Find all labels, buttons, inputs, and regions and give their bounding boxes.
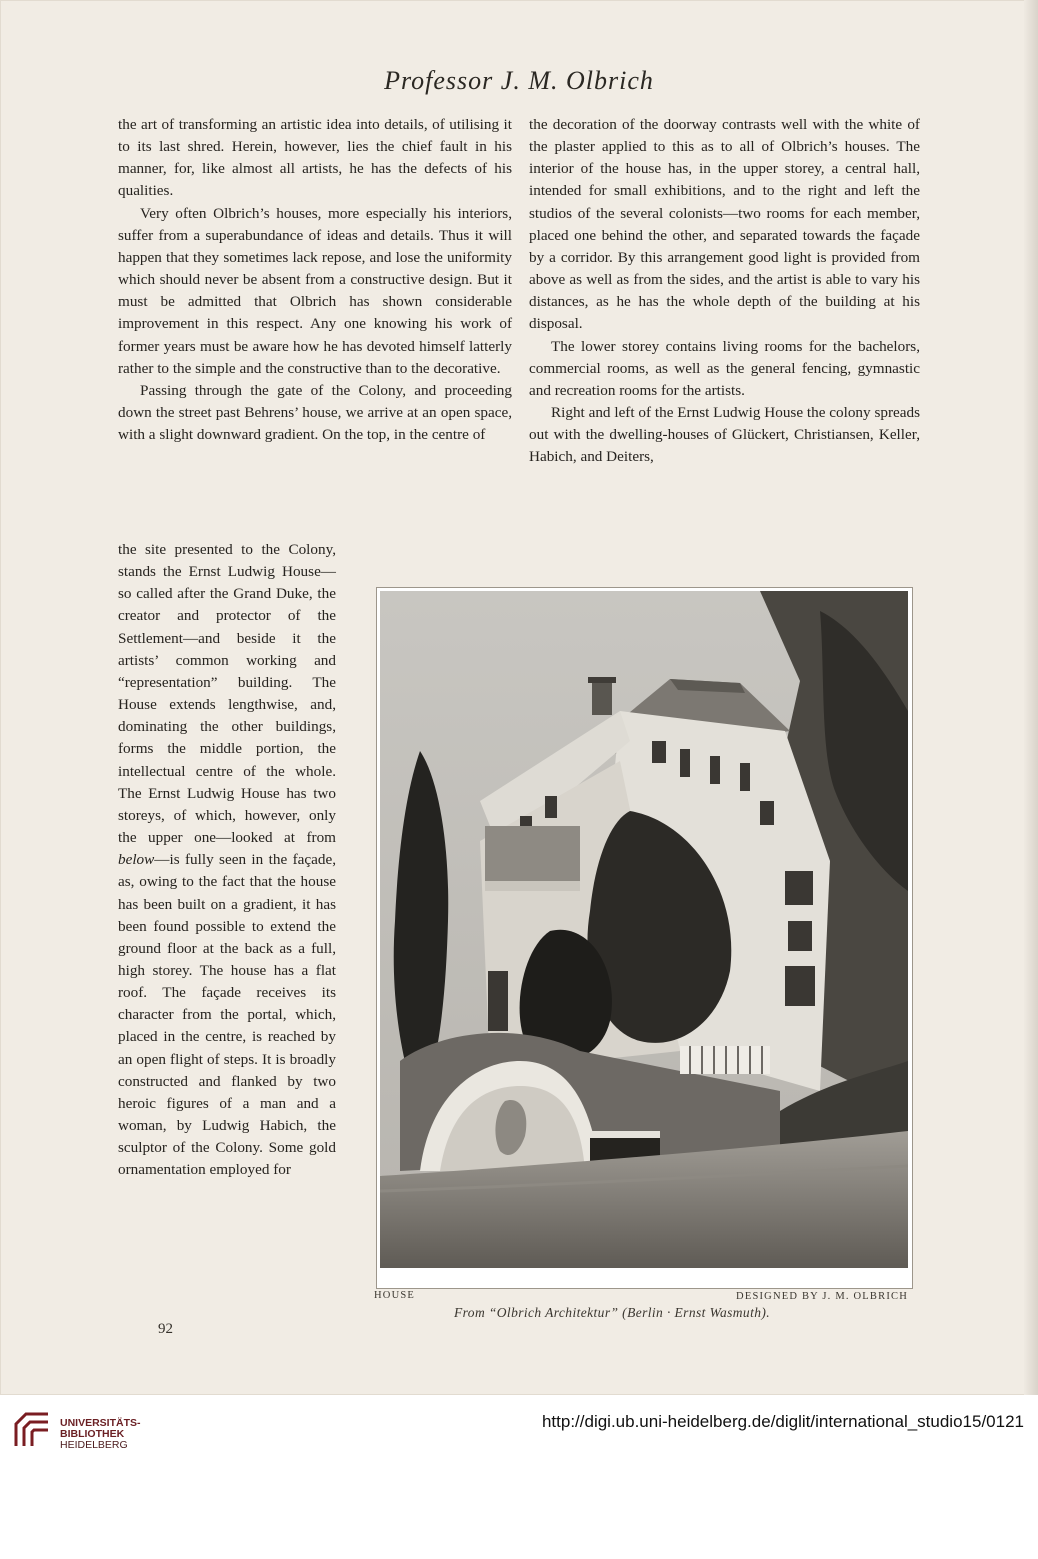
figure-caption-credit: DESIGNED BY J. M. OLBRICH	[736, 1291, 908, 1302]
figure-caption-title: HOUSE	[374, 1290, 416, 1301]
paragraph: Right and left of the Ernst Ludwig House the colony spreads out with the dwelling-houses of Glückert, Christiansen, Keller, Habich, and Deiters,	[529, 404, 920, 466]
left-text-column	[118, 114, 512, 446]
text-run: —is fully seen in the façade, as, owing to the fact that the house has been built on a gradient, it has been found possible to extend the ground floor at the back as a full, high storey. The house has a flat roof. The façade receives its character from the portal, which, placed in the centre, is reached by an open flight of steps. It is broadly constructed and flanked by two heroic figures of a man and a woman, by Ludwig Habich, the sculptor of the Colony. Some gold ornamentation employed for	[118, 851, 336, 1179]
paragraph-continued	[118, 539, 336, 1182]
library-name	[60, 1418, 141, 1451]
library-name-line: UNIVERSITÄTS-	[60, 1417, 141, 1429]
figure-caption-source: From “Olbrich Architektur” (Berlin · Ernst Wasmuth).	[454, 1305, 771, 1320]
paragraph: Very often Olbrich’s houses, more especially his interiors, suffer from a superabundance of ideas and details. Thus it will happen that they sometimes lack repose, and lose the uniformity which should never be absent from a constructive design. But it must be admitted that Olbrich has shown considerable improvement in this respect. Any one knowing his work of former years must be aware how he has devoted himself latterly rather to the simple and the constructive than to the decorative.	[118, 204, 512, 377]
library-name-line: HEIDELBERG	[60, 1439, 128, 1451]
paragraph: The lower storey contains living rooms for the bachelors, commercial rooms, as well as the general fencing, gymnastic and recreation rooms for the artists.	[529, 337, 920, 399]
page-gutter-shadow	[1024, 0, 1038, 1395]
paragraph: the art of transforming an artistic idea into details, of utilising it to its last shred. Herein, however, lies the chief fault in his manner, for, like almost all artists, he has the defects of his qualities.	[118, 116, 512, 200]
narrow-text-column	[118, 539, 336, 1182]
running-head: Professor J. M. Olbrich	[384, 66, 654, 95]
emphasis-word: below	[118, 851, 155, 869]
paragraph: Passing through the gate of the Colony, and proceeding down the street past Behrens’ house, we arrive at an open space, with a slight downward gradient. On the top, in the centre of	[118, 381, 512, 444]
source-url: http://digi.ub.uni-heidelberg.de/diglit/international_studio15/0121	[541, 1412, 1024, 1431]
house-illustration	[380, 591, 908, 1268]
paragraph: the decoration of the doorway contrasts well with the white of the plaster applied to this as to all of Olbrich’s houses. The interior of the house has, in the upper storey, a central hall, intended for small exhibitions, and to the right and left the studios of the several colonists—two rooms for each member, placed one behind the other, and separated towards the façade by a corridor. By this arrangement good light is provided from above as well as from the sides, and the artist is able to vary his distances, as he has the whole depth of the building at his disposal.	[529, 116, 920, 333]
library-name-line: BIBLIOTHEK	[60, 1428, 125, 1440]
page-number: 92	[158, 1321, 173, 1337]
library-logo-icon	[12, 1410, 52, 1450]
house-photograph	[380, 591, 908, 1268]
right-text-column	[529, 114, 920, 469]
text-run: the site presented to the Colony, stands the Ernst Ludwig House—so called after the Grand Duke, the creator and protector of the Settlement—and beside it the artists’ common working and “representation” building. The House extends lengthwise, and, dominating the other buildings, forms the middle portion, the intellectual centre of the whole. The Ernst Ludwig House has two storeys, of which, however, only the upper one—looked at from	[118, 541, 336, 847]
